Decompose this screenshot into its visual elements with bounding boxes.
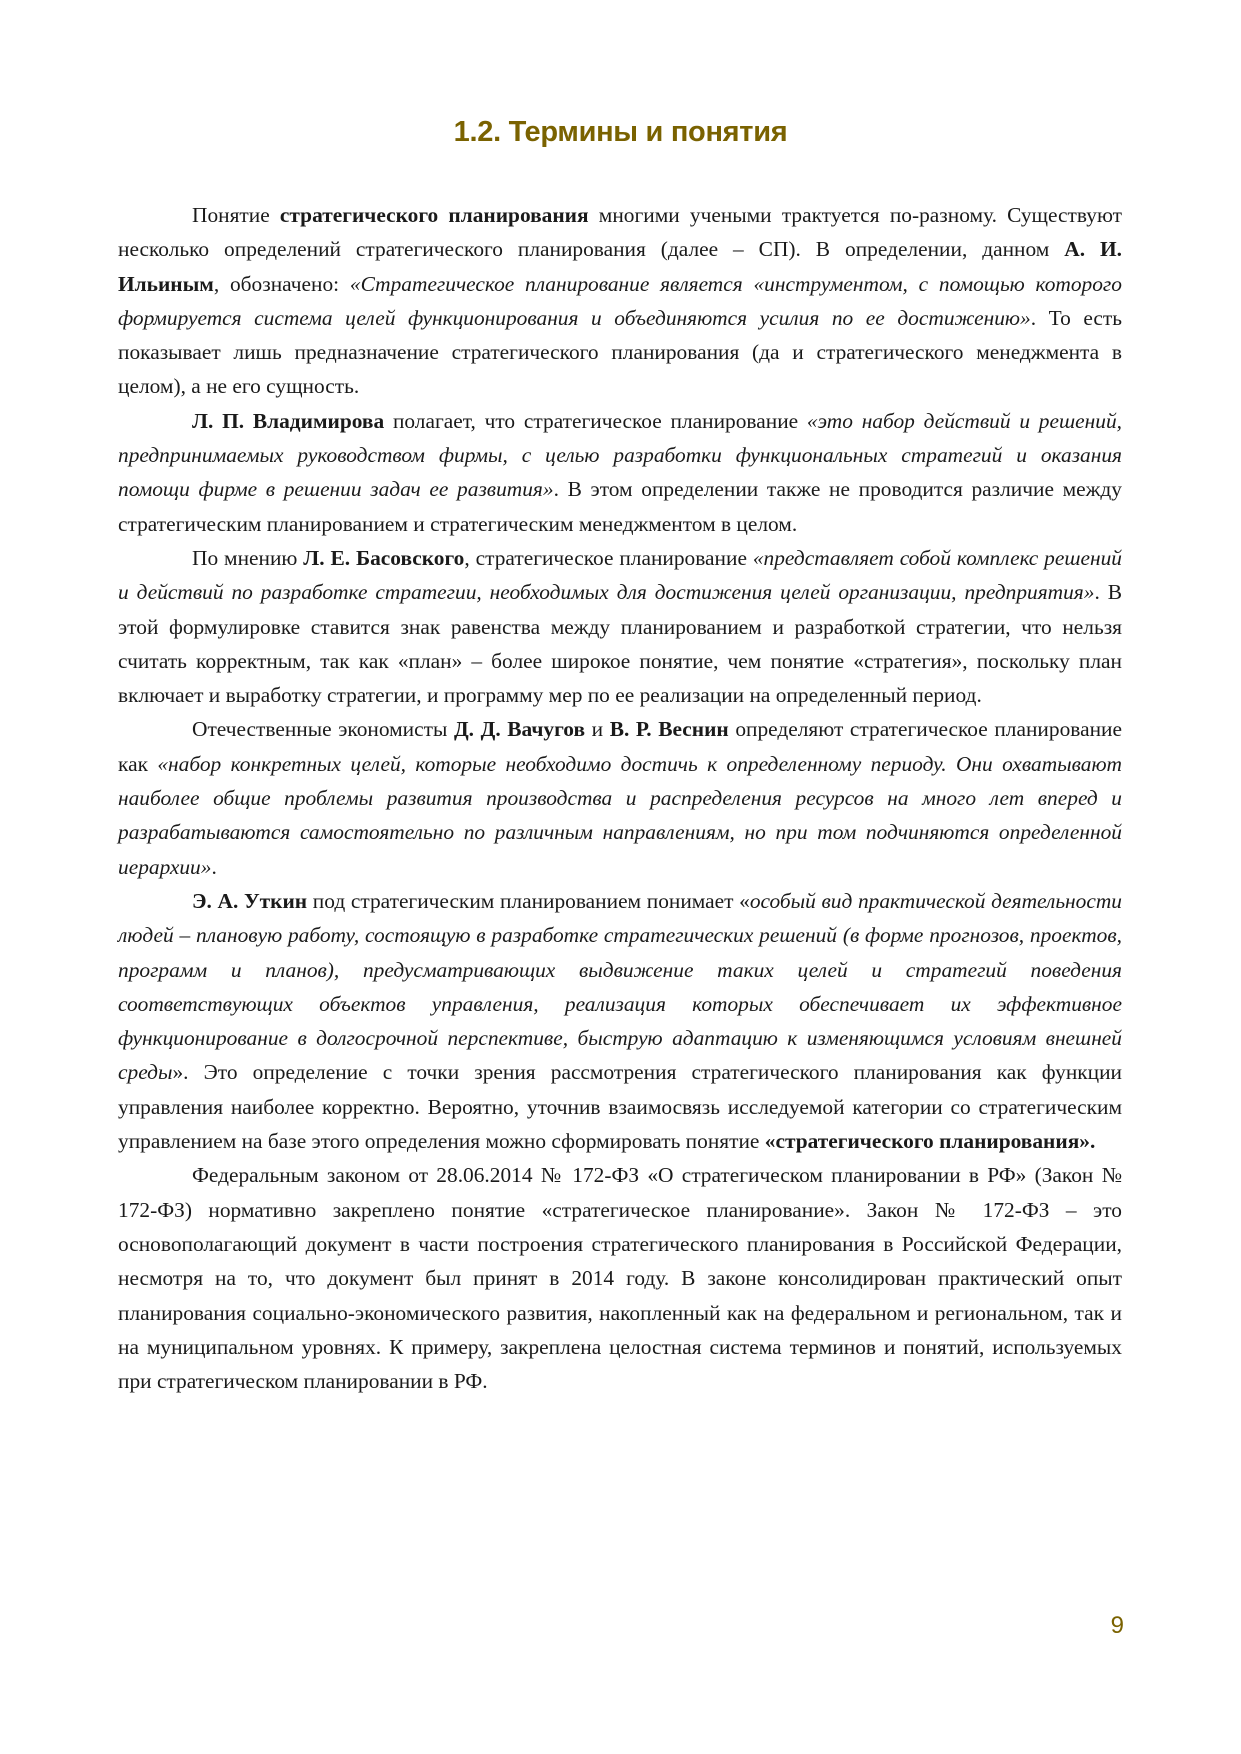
- paragraph: [118, 884, 1122, 1158]
- text-run: полагает, что стратегическое планирование: [384, 408, 807, 433]
- quote-definition: «Стратегическое планирование является «инструментом, с помощью которого формируется система целей функционирования и объединяются усилия по ее достижению»: [118, 271, 1122, 330]
- text-run: .: [211, 854, 217, 879]
- text-run: многими учеными трактуется по-разному. Существуют несколько определений стратегического планирования (далее – СП). В определении, данном: [118, 203, 1122, 262]
- quote-definition: «набор конкретных целей, которые необходимо достичь к определенному периоду. Они охватывают наиболее общие проблемы развития производства и распределения ресурсов на много лет вперед и разрабатываются самостоятельно по различным направлениям, но при том подчиняются определенной иерархии»: [118, 751, 1123, 879]
- text-run: Отечественные экономисты: [192, 717, 454, 742]
- text-run: , стратегическое планирование: [464, 545, 753, 570]
- author-name: В. Р. Веснин: [609, 717, 729, 742]
- body-text: [118, 198, 1122, 1398]
- text-run: . В этой формулировке ставится знак равенства между планированием и разработкой стратегии, что нельзя считать корректным, так как «план» – более широкое понятие, чем понятие «стратегия», поскольку план включает и выработку стратегии, и программу мер по ее реализации на определенный период.: [118, 580, 1122, 708]
- paragraph: [118, 541, 1122, 712]
- text-run: ». Это определение с точки зрения рассмотрения стратегического планирования как функции управления наиболее корректно. Вероятно, уточнив взаимосвязь исследуемой категории со стратегическим управлением на базе этого определения можно сформировать понятие: [118, 1060, 1122, 1154]
- author-name: Л. П. Владимирова: [192, 408, 385, 433]
- text-run: . В этом определении также не проводится различие между стратегическим планированием и стратегическим менеджментом в целом.: [118, 477, 1123, 536]
- paragraph: [118, 712, 1122, 883]
- paragraph: [118, 198, 1122, 404]
- text-run: По мнению: [192, 545, 304, 570]
- text-run: Федеральным законом от 28.06.2014 № 172-ФЗ «О стратегическом планировании в РФ» (Закон № 172-ФЗ) нормативно закреплено понятие «стратегическое планирование». Закон № 172-ФЗ – это основополагающий документ в части построения стратегического планирования в Российской Федерации, несмотря на то, что документ был принят в 2014 году. В законе консолидирован практический опыт планирования социально-экономического развития, накопленный как на федеральном и региональном, так и на муниципальном уровнях. К примеру, закреплена целостная система терминов и понятий, используемых при стратегическом планировании в РФ.: [118, 1163, 1122, 1394]
- text-run: определяют стратегическое планирование как: [118, 717, 1122, 776]
- author-name: Л. Е. Басовского: [303, 545, 465, 570]
- text-run: . То есть показывает лишь предназначение стратегического планирования (да и стратегического менеджмента в целом), а не его сущность.: [118, 305, 1122, 399]
- paragraph: [118, 1158, 1122, 1398]
- bold-term: стратегического планирования: [279, 203, 589, 227]
- quote-definition: «это набор действий и решений, предпринимаемых руководством фирмы, с целью разработки функциональных стратегий и оказания помощи фирме в решении задач ее развития»: [118, 408, 1122, 502]
- quote-definition: «представляет собой комплекс решений и действий по разработке стратегии, необходимых для достижения целей организации, предприятия»: [118, 545, 1122, 605]
- paragraph: [118, 404, 1122, 541]
- bold-term: «стратегического планирования».: [764, 1129, 1096, 1154]
- quote-definition: особый вид практической деятельности людей – плановую работу, состоящую в разработке стратегических решений (в форме прогнозов, проектов, программ и планов), предусматривающих выдвижение таких целей и стратегий поведения соответствующих объектов управления, реализация которых обеспечивает их эффективное функционирование в долгосрочной перспективе, быструю адаптацию к изменяющимся условиям внешней среды: [118, 888, 1123, 1085]
- text-run: , обозначено:: [213, 271, 350, 296]
- text-run: и: [585, 717, 610, 742]
- text-run: под стратегическим планированием понимает «: [307, 888, 750, 913]
- author-name: Э. А. Уткин: [192, 888, 308, 913]
- author-name: Д. Д. Вачугов: [453, 717, 586, 742]
- section-title: 1.2. Термины и понятия: [453, 116, 788, 148]
- text-run: Понятие: [192, 203, 280, 227]
- page-number: 9: [1110, 1612, 1124, 1639]
- author-name: А. И. Ильиным: [118, 237, 1122, 296]
